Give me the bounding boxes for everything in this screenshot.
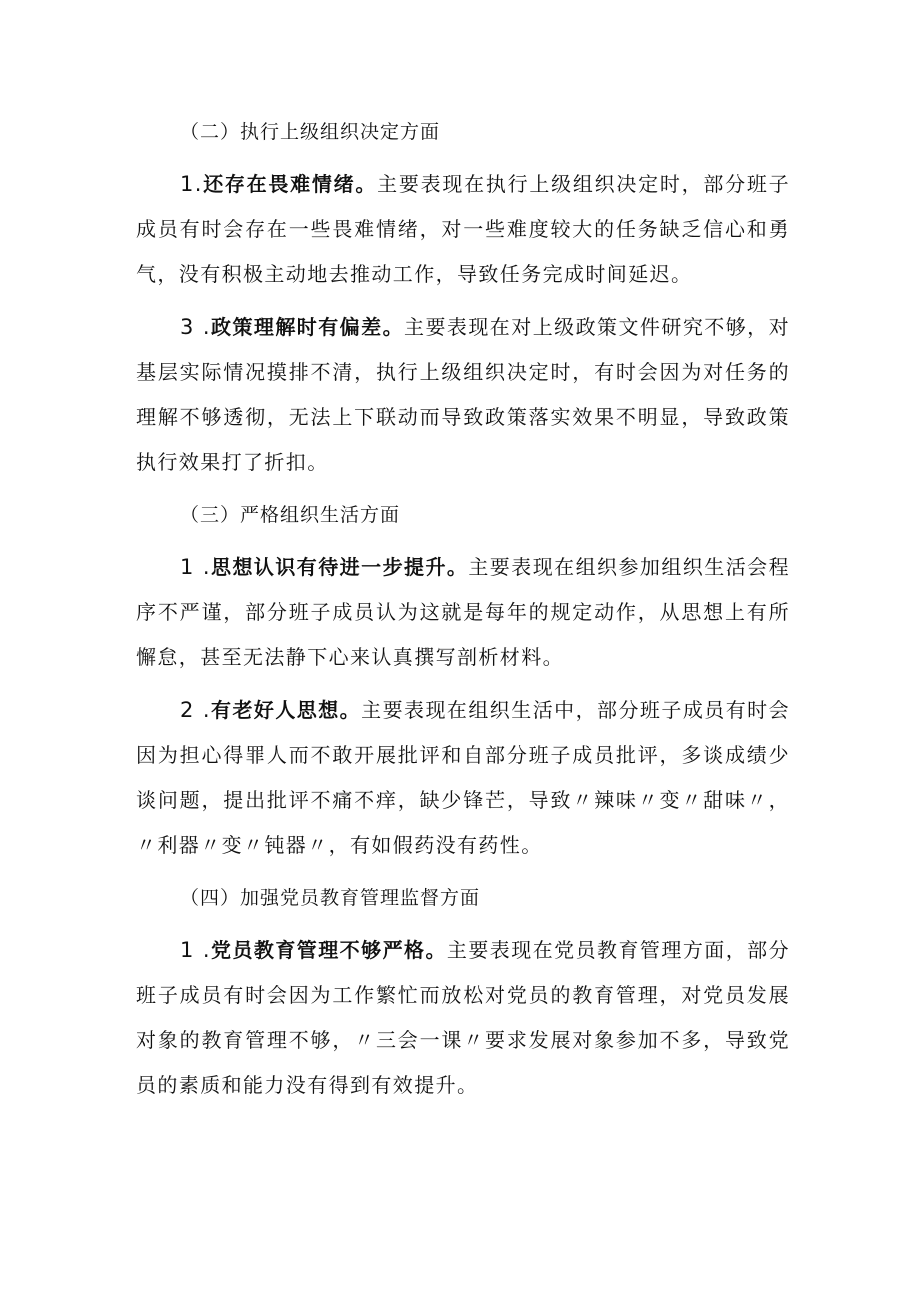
paragraph-4-1 bbox=[136, 928, 790, 1108]
paragraph-3-2 bbox=[136, 688, 790, 868]
item-number: 1. bbox=[180, 172, 203, 196]
item-body: 主要表现在党员教育管理方面，部分班子成员有时会因为工作繁忙而放松对党员的教育管理，对党员发展对象的教育管理不够，〃三会一课〃要求发展对象参加不多，导致党员的素质和能力没有得到有效提升。 bbox=[136, 938, 790, 1097]
document-body bbox=[136, 110, 790, 1116]
paragraph-2-1 bbox=[136, 162, 790, 297]
item-lead: 政策理解时有偏差。 bbox=[210, 315, 405, 339]
item-body: 主要表现在组织生活中，部分班子成员有时会因为担心得罪人而不敢开展批评和自部分班子成员批评，多谈成绩少谈问题，提出批评不痛不痒，缺少锋芒，导致〃辣味〃变〃甜味〃，〃利器〃变〃钝器〃，有如假药没有药性。 bbox=[136, 698, 790, 857]
section-heading-4: （四）加强党员教育管理监督方面 bbox=[180, 887, 481, 909]
section-heading-2: （二）执行上级组织决定方面 bbox=[180, 121, 441, 143]
item-lead: 思想认识有待进一步提升。 bbox=[210, 555, 469, 579]
item-body: 主要表现在组织参加组织生活会程序不严谨，部分班子成员认为这就是每年的规定动作，从思想上有所懈怠，甚至无法静下心来认真撰写剖析材料。 bbox=[136, 555, 790, 669]
item-number: 3 . bbox=[180, 315, 211, 339]
item-lead: 还存在畏难情绪。 bbox=[202, 172, 378, 196]
item-lead: 党员教育管理不够严格。 bbox=[210, 938, 447, 962]
item-number: 2 . bbox=[180, 698, 211, 722]
paragraph-3-1 bbox=[136, 545, 790, 680]
item-number: 1 . bbox=[180, 555, 211, 579]
section-heading-3: （三）严格组织生活方面 bbox=[180, 504, 401, 526]
item-number: 1 . bbox=[180, 938, 211, 962]
paragraph-2-3 bbox=[136, 305, 790, 485]
item-lead: 有老好人思想。 bbox=[210, 698, 362, 722]
item-body: 主要表现在执行上级组织决定时，部分班子成员有时会存在一些畏难情绪，对一些难度较大的任务缺乏信心和勇气，没有积极主动地去推动工作，导致任务完成时间延迟。 bbox=[136, 172, 791, 286]
item-body: 主要表现在对上级政策文件研究不够，对基层实际情况摸排不清，执行上级组织决定时，有时会因为对任务的理解不够透彻，无法上下联动而导致政策落实效果不明显，导致政策执行效果打了折扣。 bbox=[136, 315, 790, 474]
